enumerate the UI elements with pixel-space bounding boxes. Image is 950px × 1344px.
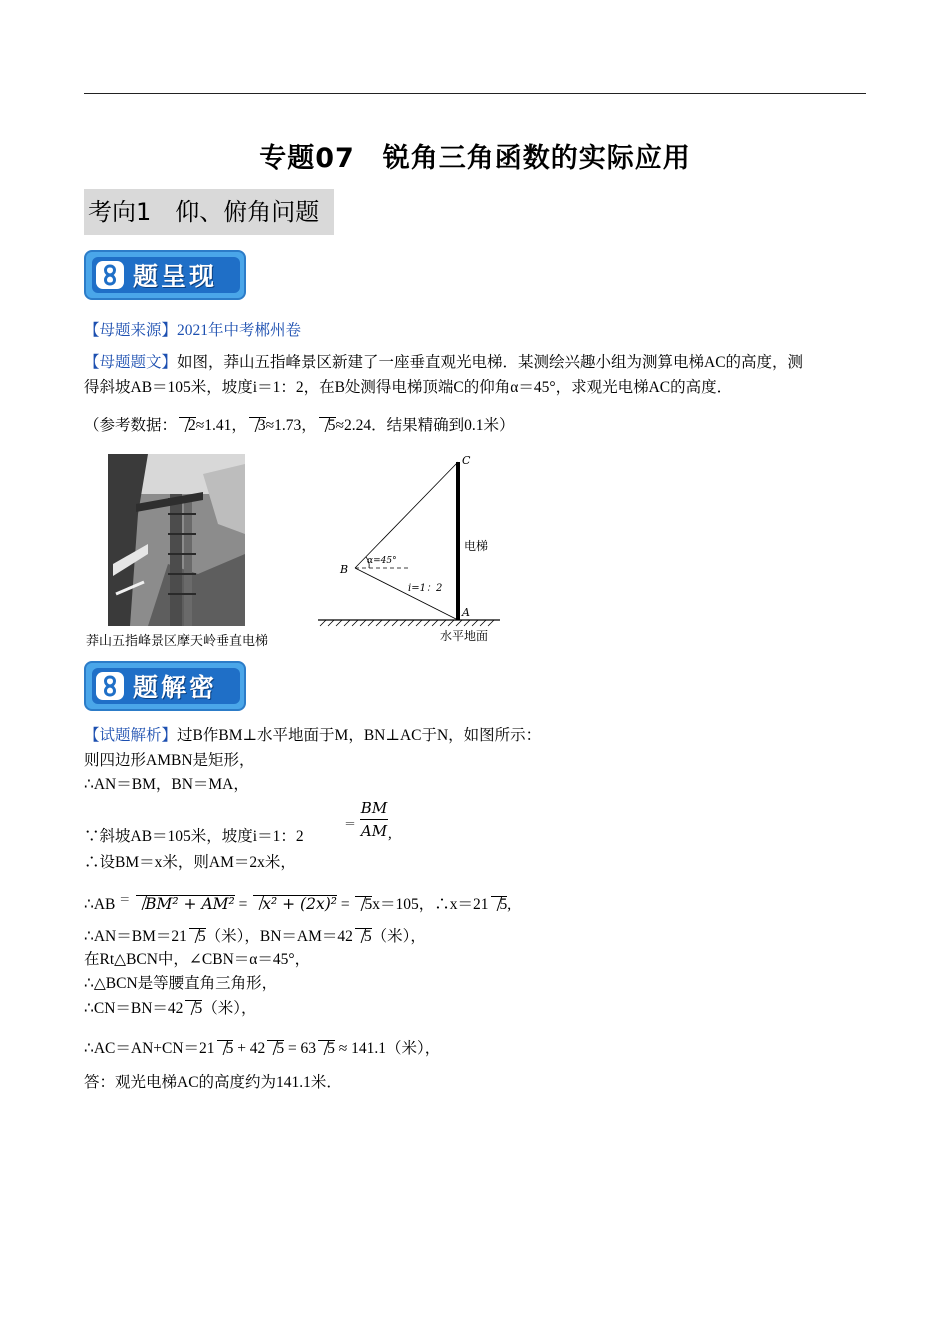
source-value: 2021年中考郴州卷 [177, 322, 302, 339]
ref-prefix: （参考数据： [84, 417, 178, 434]
solution-label: 【试题解析】 [84, 727, 178, 744]
photo-caption: 莽山五指峰景区摩天岭垂直电梯 [86, 634, 269, 649]
solution-text-1: 过B作BM⊥水平地面于M，BN⊥AC于N，如图所示： [177, 727, 542, 744]
fraction-denominator: AM [360, 822, 388, 840]
fraction [360, 797, 388, 842]
sqrt-2: 2 [179, 417, 196, 434]
l6-eq: ＝ [119, 894, 131, 906]
sqrt-5: 5 [319, 417, 336, 434]
sqrt-5: 5 [318, 1040, 335, 1057]
problem-badge [84, 250, 246, 300]
solution-badge [84, 661, 246, 711]
problem-text-1: 如图，莽山五指峰景区新建了一座垂直观光电梯．某测绘兴趣小组为测算电梯AC的高度，测 [177, 354, 804, 371]
label-slope: i=1：2 [408, 583, 443, 594]
ref-v5: ≈2.24．结果精确到0.1米） [335, 417, 515, 434]
solution-line-8: 在Rt△BCN中，∠CBN＝α＝45°， [84, 951, 311, 968]
sqrt-5: 5 [185, 1000, 202, 1017]
l11-a: ∴AC＝AN+CN＝21 [84, 1040, 215, 1057]
label-c: C [462, 454, 471, 467]
sqrt-5: 5 [267, 1040, 284, 1057]
solution-line-5: ∴设BM＝x米，则AM＝2x米， [84, 854, 296, 871]
sqrt-5: 5 [217, 1040, 234, 1057]
solution-line-10 [84, 998, 256, 1020]
reference-data [84, 415, 515, 437]
solution-line-11 [84, 1038, 440, 1060]
l7-b: （米），BN＝AM＝42 [205, 928, 353, 945]
elevator-photo [108, 454, 245, 626]
l11-c: = 63 [284, 1040, 317, 1057]
solution-line-2: 则四边形AMBN是矩形， [84, 752, 255, 769]
solution-line-6 [84, 889, 511, 916]
l4-pre: ∵斜坡AB＝105米，坡度i＝1：2 [84, 828, 304, 845]
l7-c: （米）， [371, 928, 426, 945]
l6-end: , [507, 896, 512, 913]
l4-end: , [388, 826, 392, 842]
solution-line-4 [84, 826, 304, 848]
problem-label: 【母题题文】 [84, 354, 178, 371]
label-elevator: 电梯 [464, 539, 489, 553]
logo-icon [95, 671, 125, 701]
geometry-diagram [300, 450, 510, 648]
top-rule [84, 93, 866, 94]
sqrt-5: 5 [491, 896, 508, 913]
solution-line-1 [84, 725, 541, 747]
l6-pre: ∴AB [84, 896, 116, 913]
badge-text: 题呈现 [133, 262, 218, 291]
solution-line-7 [84, 926, 426, 948]
solution-line-9: ∴△BCN是等腰直角三角形， [84, 975, 278, 992]
sqrt-5: 5 [355, 928, 372, 945]
problem-line-2: 得斜坡AB＝105米，坡度i＝1：2，在B处测得电梯顶端C的仰角α＝45°，求观光电梯AC的高度． [84, 379, 733, 396]
label-b: B [340, 563, 349, 576]
l10-b: （米）， [202, 1000, 257, 1017]
solution-line-3: ∴AN＝BM，BN＝MA， [84, 776, 249, 793]
l6-mid: x＝105，∴x＝21 [372, 896, 489, 913]
l6-eq2: = [238, 896, 248, 913]
label-ground: 水平地面 [440, 629, 489, 643]
source-line [84, 320, 301, 342]
l7-a: ∴AN＝BM＝21 [84, 928, 187, 945]
l6-eq3: = [340, 896, 350, 913]
label-alpha: α=45° [367, 556, 397, 566]
l11-d: ≈ 141.1（米）， [334, 1040, 441, 1057]
l10-a: ∴CN＝BN＝42 [84, 1000, 184, 1017]
badge-text: 题解密 [133, 673, 218, 702]
sqrt-x-2x: x² + (2x)² [253, 895, 337, 912]
fraction-numerator: BM [360, 797, 388, 820]
page-title: 专题07 锐角三角函数的实际应用 [259, 143, 691, 174]
logo-icon [95, 260, 125, 290]
problem-line-1 [84, 352, 803, 374]
ref-v3: ≈1.73， [265, 417, 317, 434]
section-heading: 考向1 仰、俯角问题 [84, 189, 334, 235]
answer-line: 答：观光电梯AC的高度约为141.1米． [84, 1074, 342, 1091]
source-label: 【母题来源】 [84, 322, 178, 339]
l11-b: + 42 [233, 1040, 266, 1057]
sqrt-5: 5 [355, 896, 372, 913]
label-a: A [462, 606, 470, 619]
l4-eq: ＝ [344, 817, 357, 831]
sqrt-5: 5 [189, 928, 206, 945]
sqrt-3: 3 [249, 417, 266, 434]
sqrt-bm-am: BM² + AM² [136, 895, 235, 912]
ref-v2: ≈1.41， [195, 417, 247, 434]
